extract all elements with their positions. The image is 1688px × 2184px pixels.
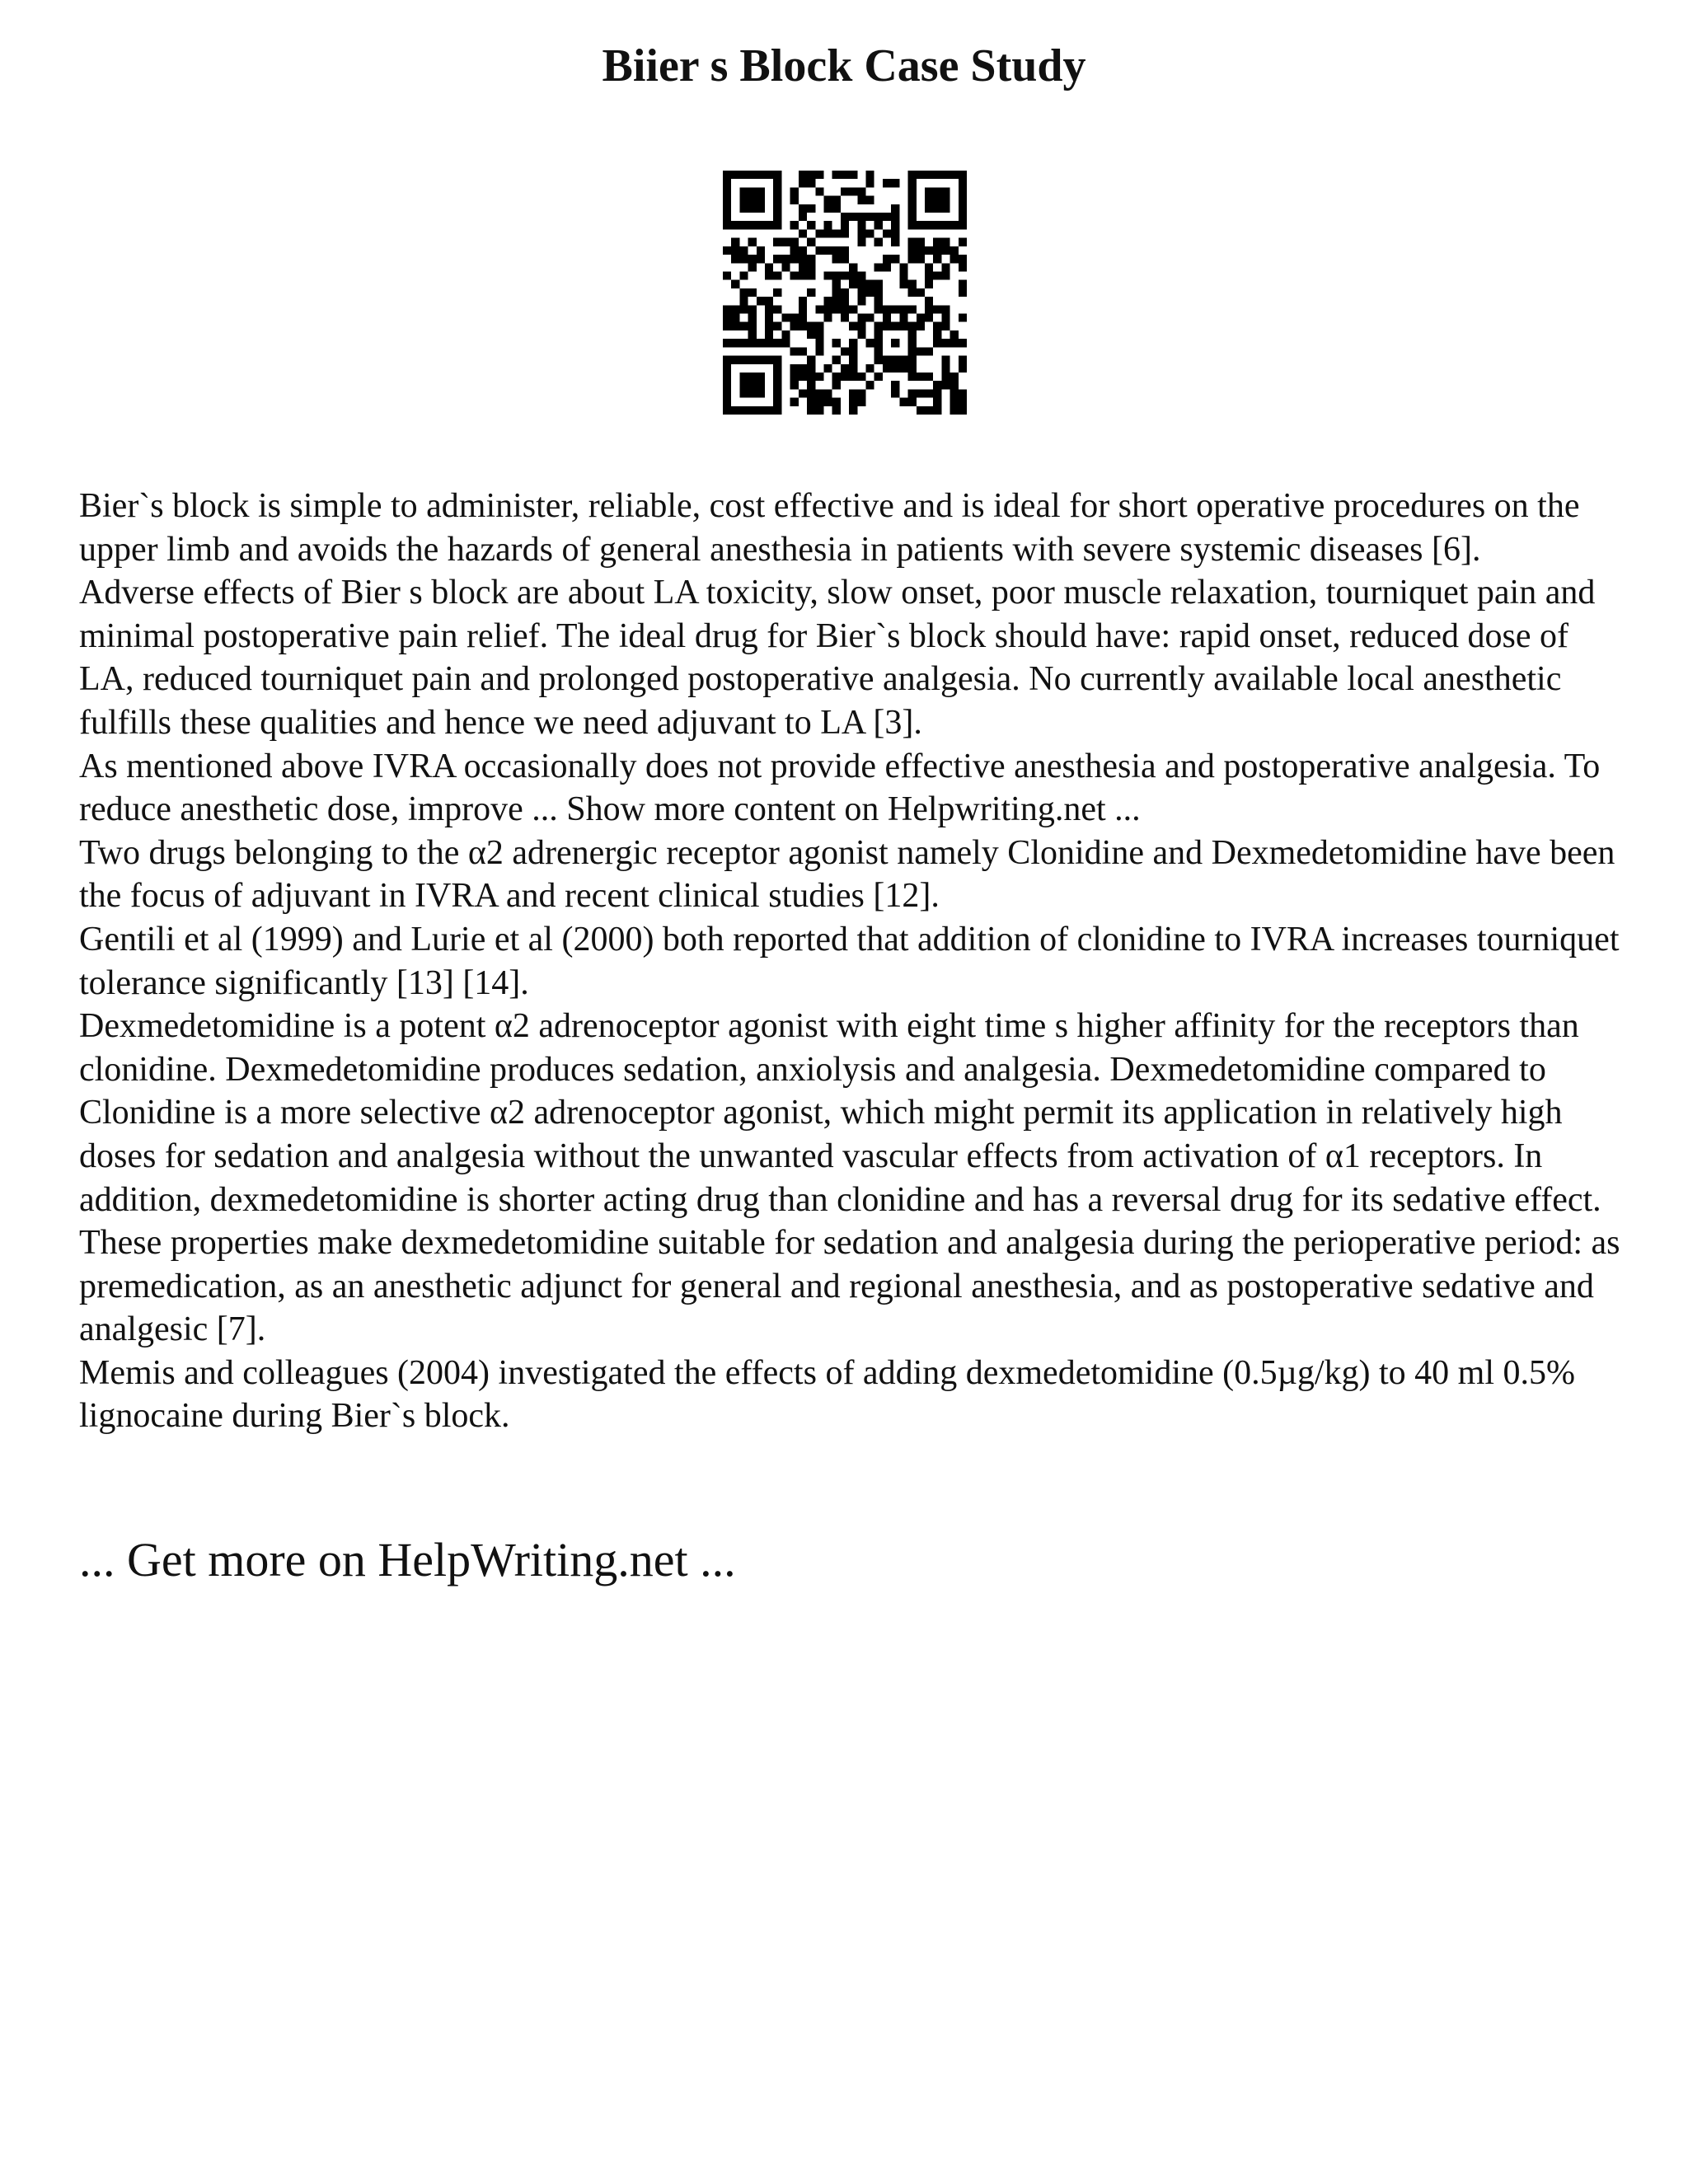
paragraph-2: Adverse effects of Bier s block are about LA toxicity, slow onset, poor muscle relaxation, tourniquet pain and minimal postoperative pain relief. The ideal drug for Bier`s block should have: rapid onset, reduced dose of LA, reduced tourniquet pain and prolonged postoperative analgesia. No currently available local anesthetic fulfills these qualities and hence we need adjuvant to LA [3]. [79, 574, 1596, 742]
paragraph-3: As mentioned above IVRA occasionally does not provide effective anesthesia and postoperative analgesia. To reduce anesthetic dose, improve ... Show more content on Helpwriting.net ... [79, 747, 1601, 829]
article-body [79, 485, 1620, 1438]
paragraph-1: Bier`s block is simple to administer, reliable, cost effective and is ideal for short operative procedures on the upper limb and avoids the hazards of general anesthesia in patients with severe systemic diseases [6]. [79, 487, 1580, 569]
get-more-link[interactable]: ... Get more on HelpWriting.net ... [79, 1533, 736, 1586]
paragraph-5: Gentili et al (1999) and Lurie et al (2000) both reported that addition of clonidine to IVRA increases tourniquet tolerance significantly [13] [14]. [79, 920, 1620, 1002]
page-title: Biier s Block Case Study [602, 40, 1086, 91]
paragraph-4: Two drugs belonging to the α2 adrenergic receptor agonist namely Clonidine and Dexmedetomidine have been the focus of adjuvant in IVRA and recent clinical studies [12]. [79, 833, 1615, 916]
paragraph-6: Dexmedetomidine is a potent α2 adrenoceptor agonist with eight time s higher affinity for the receptors than clonidine. Dexmedetomidine produces sedation, anxiolysis and analgesia. Dexmedetomidine compared to Clonidine is a more selective α2 adrenoceptor agonist, which might permit its application in relatively high doses for sedation and analgesia without the unwanted vascular effects from activation of α1 receptors. In addition, dexmedetomidine is shorter acting drug than clonidine and has a reversal drug for its sedative effect. These properties make dexmedetomidine suitable for sedation and analgesia during the perioperative period: as premedication, as an anesthetic adjunct for general and regional anesthesia, and as postoperative sedative and analgesic [7]. [79, 1007, 1620, 1349]
paragraph-7: Memis and colleagues (2004) investigated the effects of adding dexmedetomidine (0.5µg/kg) to 40 ml 0.5% lignocaine during Bier`s block. [79, 1353, 1575, 1436]
qr-code-icon [723, 171, 967, 415]
